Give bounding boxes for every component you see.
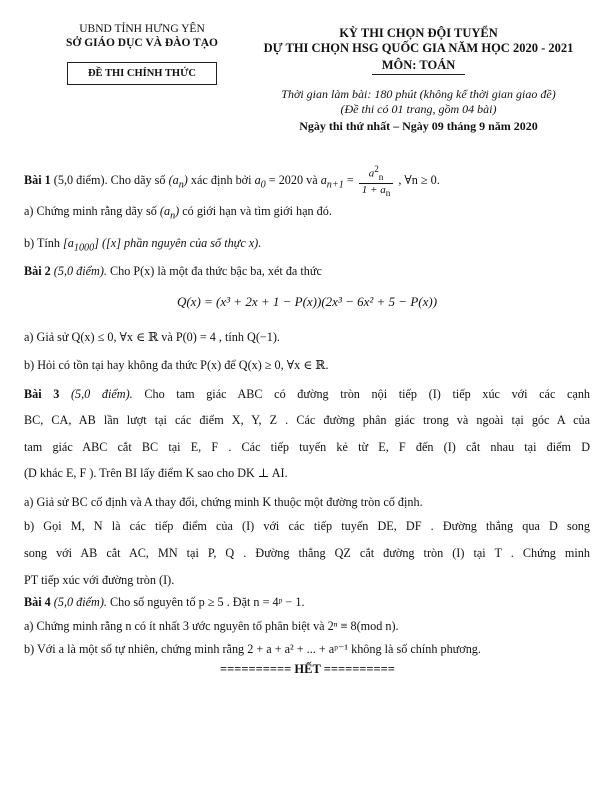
problem-1-intro-b: xác định bởi xyxy=(190,172,252,187)
problem-3-part-b-1: b) Gọi M, N là các tiếp điểm của (I) với các tiếp tuyến DE, DF . Đường thẳng qua D song xyxy=(24,519,590,533)
problem-1a-seq-close: ) xyxy=(175,204,180,218)
problem-1-seq: (a xyxy=(168,172,179,187)
problem-1b-text: b) Tính xyxy=(24,236,60,250)
problem-2-statement xyxy=(24,263,590,279)
problem-4-intro: Cho số nguyên tố p ≥ 5 . Đặt n = 4ᵖ − 1. xyxy=(109,595,305,609)
time-limit: Thời gian làm bài: 180 phút (không kể thời gian giao đề) xyxy=(281,87,556,101)
problem-3-line-1 xyxy=(24,386,590,402)
problem-2-part-b: b) Hỏi có tồn tại hay không đa thức P(x) để Q(x) ≥ 0, ∀x ∈ ℝ. xyxy=(24,358,329,372)
problem-1-seq-sub: n xyxy=(178,179,184,191)
problem-1b-floor-close: ] xyxy=(94,236,99,250)
problem-1-a0-value: = 2020 và xyxy=(268,172,318,187)
problem-1a-text: a) Chứng minh rằng dãy số xyxy=(24,204,157,218)
problem-4-statement xyxy=(24,594,590,610)
department-name: SỞ GIÁO DỤC VÀ ĐÀO TẠO xyxy=(66,37,218,49)
problem-1-points: (5,0 điểm). xyxy=(53,172,108,187)
problem-1-title: Bài 1 xyxy=(24,172,51,187)
end-marker: ========== HẾT ========== xyxy=(220,662,395,676)
problem-1-an1: a xyxy=(320,172,327,187)
fraction-den-sub: n xyxy=(385,188,391,199)
fraction-num-sup: 2 xyxy=(374,164,379,174)
problem-1b-floor: [a xyxy=(63,236,74,250)
problem-2-formula: Q(x) = (x³ + 2x + 1 − P(x))(2x³ − 6x² + 5 − P(x)) xyxy=(176,294,438,309)
fraction-num-sub: n xyxy=(378,171,384,182)
problem-1a-seq: (a xyxy=(159,204,171,218)
problem-2-title: Bài 2 xyxy=(24,264,51,278)
problem-4-part-a: a) Chứng minh rằng n có ít nhất 3 ước nguyên tố phân biệt và 2ⁿ ≡ 8(mod n). xyxy=(24,619,399,633)
problem-1-statement xyxy=(24,163,590,199)
problem-3-line-4: (D khác E, F ). Trên BI lấy điểm K sao cho DK ⊥ AI. xyxy=(24,466,288,480)
problem-4-part-b: b) Với a là một số tự nhiên, chứng minh rằng 2 + a + a² + ... + aᵖ⁻¹ không là số chính phương. xyxy=(24,642,481,656)
problem-1-part-a xyxy=(24,203,590,224)
official-exam-box: ĐỀ THI CHÍNH THỨC xyxy=(67,62,217,85)
problem-2-intro: Cho P(x) là một đa thức bậc ba, xét đa thức xyxy=(109,264,322,278)
problem-1-part-b xyxy=(24,235,590,256)
problem-1b-note: ([x] phần nguyên của số thực x). xyxy=(102,236,262,250)
problem-1-fraction xyxy=(359,163,394,199)
exam-subtitle: DỰ THI CHỌN HSG QUỐC GIA NĂM HỌC 2020 - 2021 xyxy=(263,41,574,55)
province-name: UBND TỈNH HƯNG YÊN xyxy=(79,23,205,35)
problem-3-text-1: Cho tam giác ABC có đường tròn nội tiếp (I) tiếp xúc với các cạnh xyxy=(144,387,591,401)
problem-1-tail: , ∀n ≥ 0. xyxy=(398,172,440,187)
problem-1-intro-a: Cho dãy số xyxy=(110,172,166,187)
fraction-denominator: 1 + a xyxy=(361,183,386,196)
problem-3-points: (5,0 điểm). xyxy=(70,387,133,401)
exam-title-block xyxy=(246,26,591,134)
problem-3-part-b-3: PT tiếp xúc với đường tròn (I). xyxy=(24,573,175,587)
problem-3-part-a: a) Giả sử BC cố định và A thay đổi, chứng minh K thuộc một đường tròn cố định. xyxy=(24,495,423,509)
problem-1a-seq-sub: n xyxy=(170,210,176,222)
problem-3-line-2: BC, CA, AB lần lượt tại các điểm X, Y, Z . Các đường phân giác trong và ngoài tại góc A của xyxy=(24,413,590,427)
problem-1-a0-sub: 0 xyxy=(260,179,266,191)
subject: MÔN: TOÁN xyxy=(372,58,466,75)
problem-1-seq-close: ) xyxy=(183,172,188,187)
problem-4-points: (5,0 điểm). xyxy=(53,595,107,609)
problem-1-a0: a xyxy=(254,172,261,187)
exam-title: KỲ THI CHỌN ĐỘI TUYỂN xyxy=(339,26,498,40)
problem-1-eq: = xyxy=(346,172,354,187)
problem-2-points: (5,0 điểm). xyxy=(53,264,107,278)
problem-3-part-b-2: song với AB cắt AC, MN tại P, Q . Đường thẳng QZ cắt đường tròn (I) tại T . Chứng minh xyxy=(24,546,590,560)
issuer-block xyxy=(44,22,240,85)
problem-3-line-3: tam giác ABC cắt BC tại E, F . Các tiếp tuyến kẻ từ E, F đến (I) cắt nhau tại điểm D xyxy=(24,440,590,454)
problem-1b-floor-sub: 1000 xyxy=(73,242,95,254)
problem-2-part-a: a) Giả sử Q(x) ≤ 0, ∀x ∈ ℝ và P(0) = 4 , tính Q(−1). xyxy=(24,330,280,344)
fraction-numerator: a xyxy=(368,167,375,180)
page-count: (Đề thi có 01 trang, gồm 04 bài) xyxy=(340,102,497,116)
problem-4-title: Bài 4 xyxy=(24,595,51,609)
problem-1-an1-sub: n+1 xyxy=(326,179,344,191)
problem-1a-tail: có giới hạn và tìm giới hạn đó. xyxy=(182,204,332,218)
problem-3-title: Bài 3 xyxy=(24,387,60,401)
exam-date: Ngày thi thứ nhất – Ngày 09 tháng 9 năm 2020 xyxy=(299,119,538,133)
